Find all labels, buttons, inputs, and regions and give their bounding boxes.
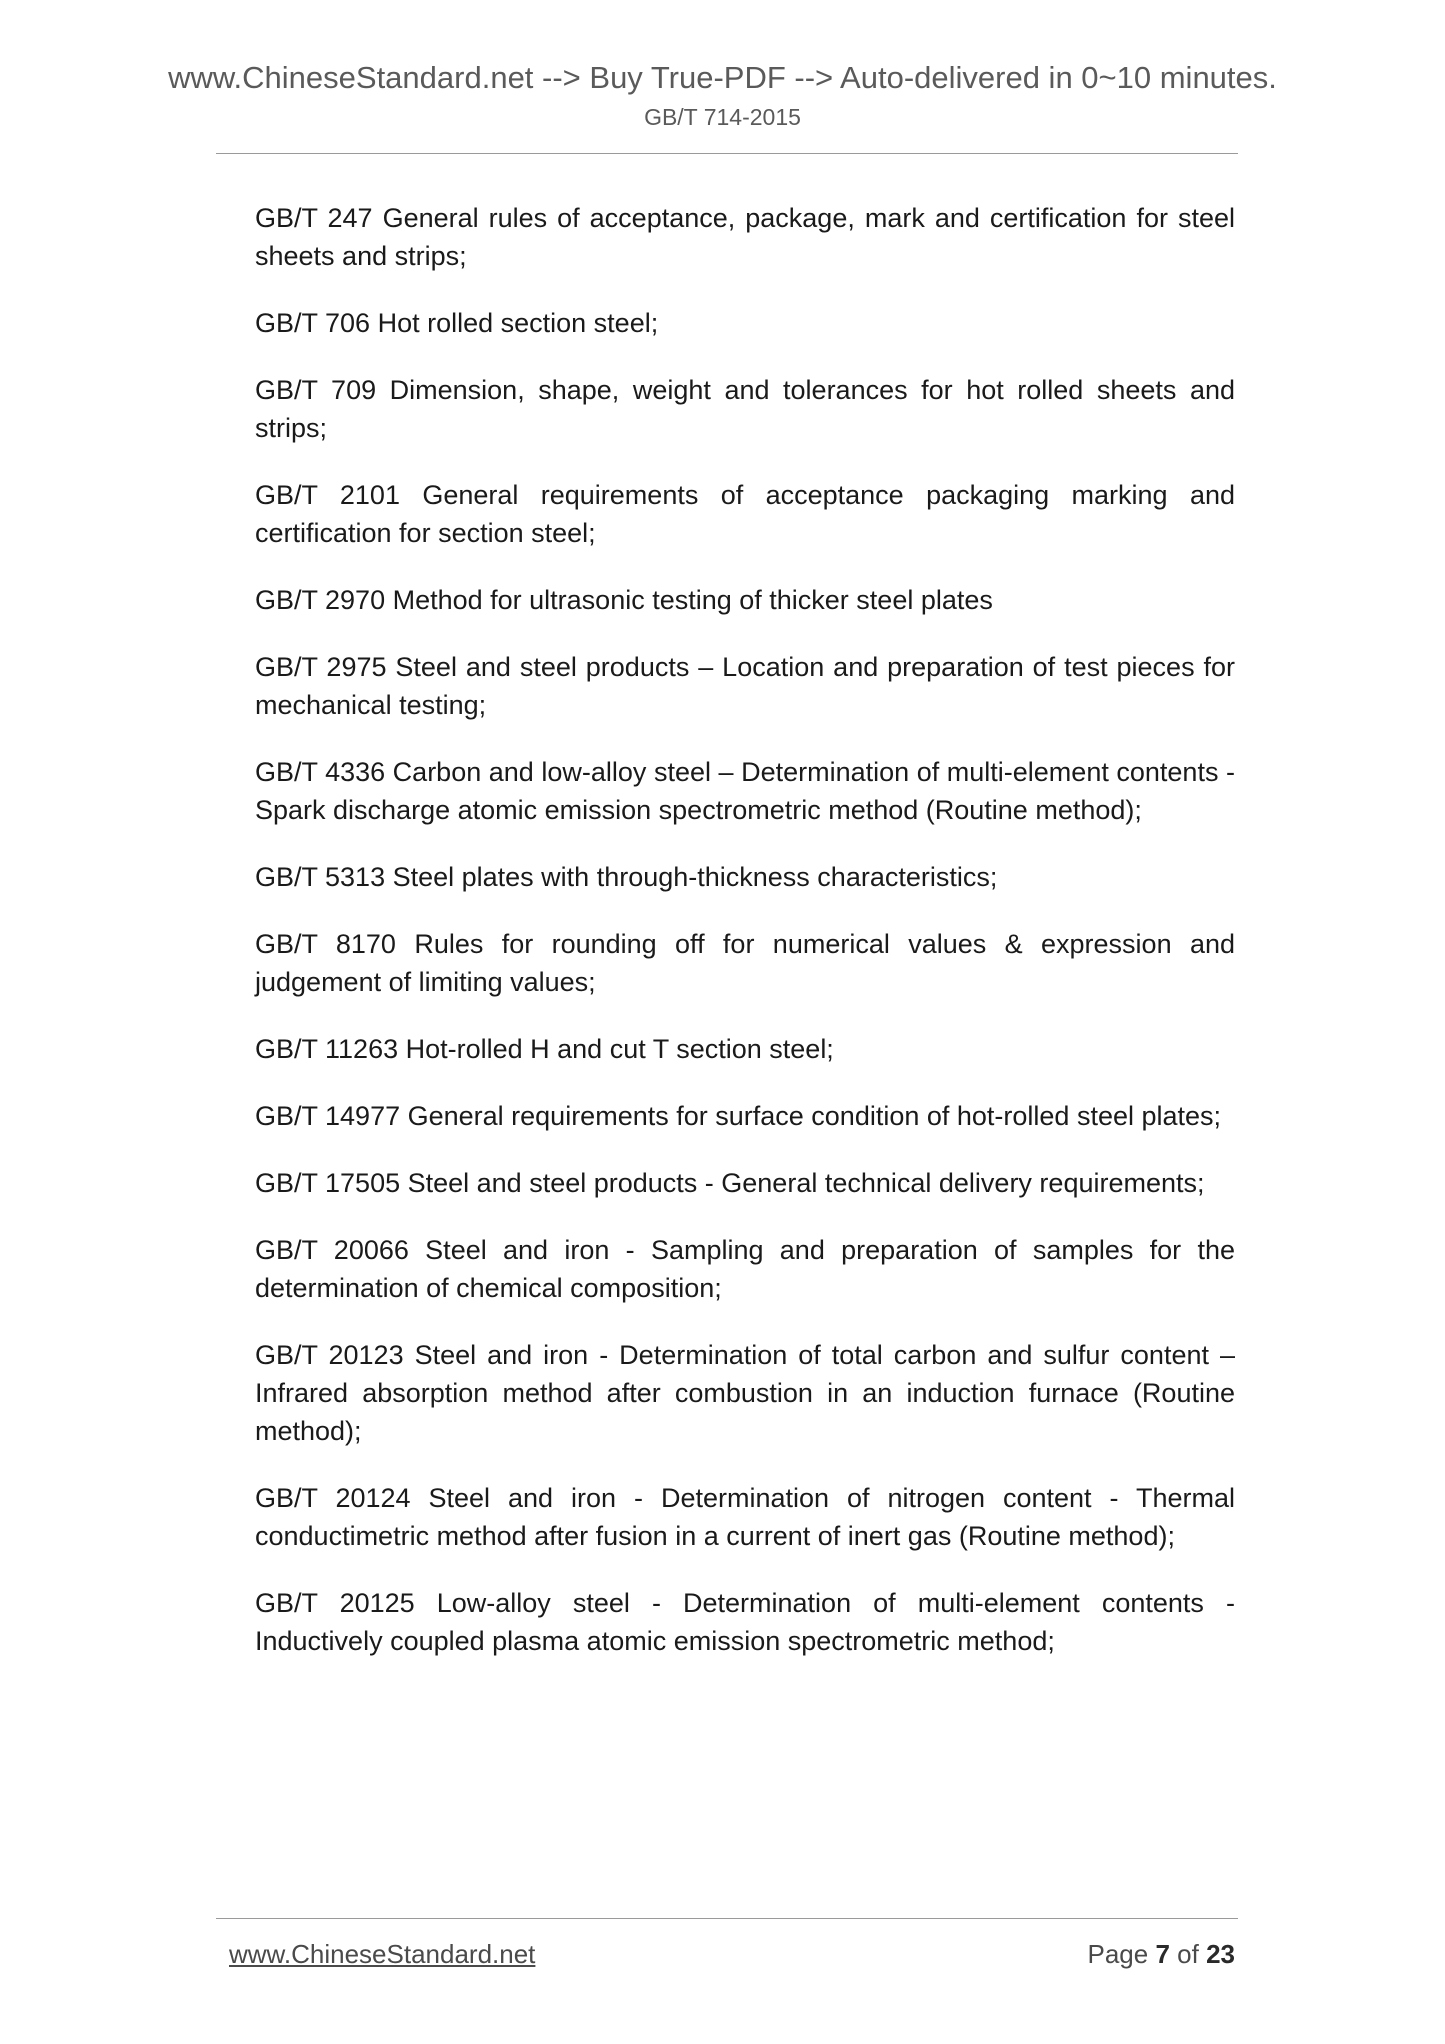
reference-item: GB/T 17505 Steel and steel products - General technical delivery requirements; xyxy=(255,1168,1205,1198)
reference-item: GB/T 5313 Steel plates with through-thickness characteristics; xyxy=(255,862,998,892)
header-banner: www.ChineseStandard.net --> Buy True-PDF --> Auto-delivered in 0~10 minutes. xyxy=(168,60,1277,95)
standard-number: GB/T 714-2015 xyxy=(644,104,801,130)
reference-item: GB/T 20123 Steel and iron - Determination of total carbon and sulfur content – Infrared absorption method after combustion in an induction furnace (Routine method); xyxy=(255,1340,1235,1446)
current-page-number: 7 xyxy=(1155,1939,1170,1969)
reference-item: GB/T 709 Dimension, shape, weight and tolerances for hot rolled sheets and strips; xyxy=(255,375,1235,443)
reference-item: GB/T 20066 Steel and iron - Sampling and preparation of samples for the determination of chemical composition; xyxy=(255,1235,1235,1303)
footer-website-link[interactable]: www.ChineseStandard.net xyxy=(229,1939,536,1969)
reference-item: GB/T 247 General rules of acceptance, package, mark and certification for steel sheets and strips; xyxy=(255,203,1235,271)
reference-item: GB/T 20124 Steel and iron - Determination of nitrogen content - Thermal conductimetric method after fusion in a current of inert gas (Routine method); xyxy=(255,1483,1235,1551)
total-page-count: 23 xyxy=(1206,1939,1235,1969)
footer-divider xyxy=(216,1918,1238,1919)
reference-list xyxy=(255,199,1235,1689)
reference-item: GB/T 2101 General requirements of acceptance packaging marking and certification for section steel; xyxy=(255,480,1235,548)
page-word: Page xyxy=(1087,1939,1149,1969)
page-header xyxy=(0,58,1445,132)
reference-item: GB/T 706 Hot rolled section steel; xyxy=(255,308,659,338)
reference-item: GB/T 14977 General requirements for surface condition of hot-rolled steel plates; xyxy=(255,1101,1222,1131)
page-of-word: of xyxy=(1177,1939,1199,1969)
header-divider xyxy=(216,153,1238,154)
reference-item: GB/T 2970 Method for ultrasonic testing of thicker steel plates xyxy=(255,585,993,615)
page-indicator xyxy=(1087,1937,1235,1971)
reference-item: GB/T 20125 Low-alloy steel - Determination of multi-element contents - Inductively coupled plasma atomic emission spectrometric method; xyxy=(255,1588,1235,1656)
reference-item: GB/T 8170 Rules for rounding off for numerical values & expression and judgement of limiting values; xyxy=(255,929,1235,997)
reference-item: GB/T 4336 Carbon and low-alloy steel – Determination of multi-element contents - Spark discharge atomic emission spectrometric method (Routine method); xyxy=(255,757,1235,825)
reference-item: GB/T 2975 Steel and steel products – Location and preparation of test pieces for mechanical testing; xyxy=(255,652,1235,720)
reference-item: GB/T 11263 Hot-rolled H and cut T section steel; xyxy=(255,1034,834,1064)
